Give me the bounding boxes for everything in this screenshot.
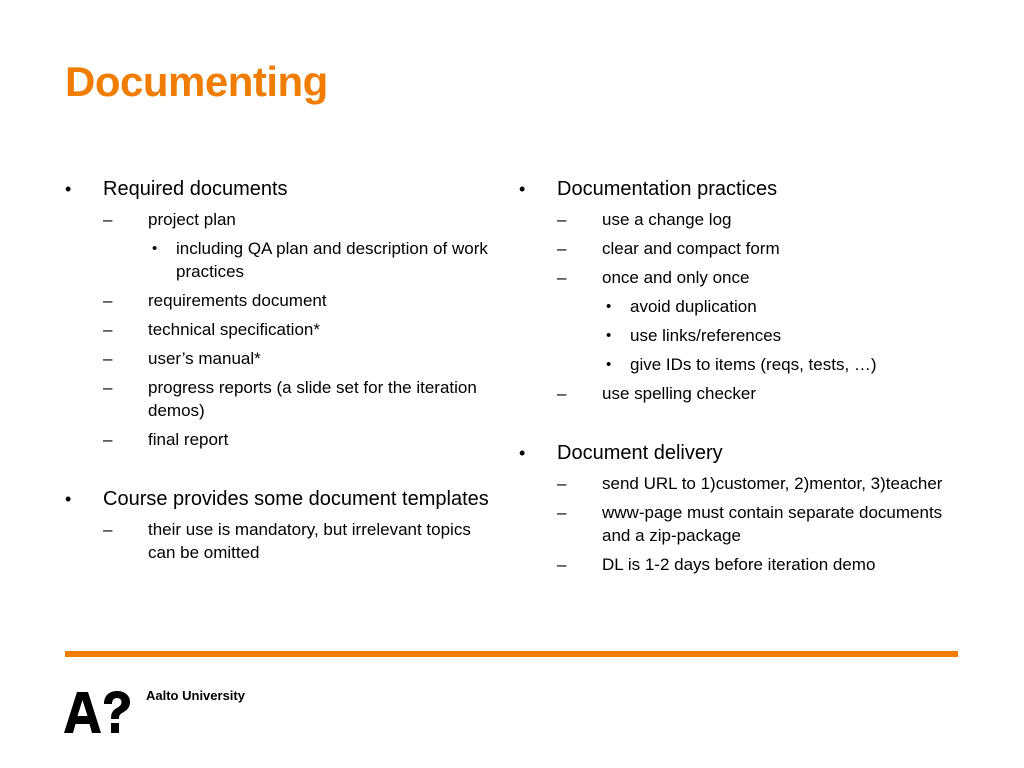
sub-bullet-label: – progress reports (a slide set for the iteration demos) <box>148 378 477 420</box>
sub-sub-bullet-avoid-duplication <box>602 295 949 318</box>
sub-sub-bullet-give-ids <box>602 353 949 376</box>
sub-bullet-label: – once and only once <box>602 268 750 287</box>
sub-bullet-www-page <box>557 501 949 547</box>
sub-bullet-label: – use spelling checker <box>602 384 757 403</box>
sub-sub-bullet-links-references <box>602 324 949 347</box>
sub-bullet-deadline <box>557 553 949 576</box>
aalto-logo-icon <box>64 690 130 734</box>
sub-bullet-label: – www-page must contain separate documents and a zip-package <box>602 503 943 545</box>
bullet-label: • Documentation practices <box>557 178 778 200</box>
sub-sub-bullet-qa-plan <box>148 237 495 283</box>
bullet-documentation-practices <box>519 176 949 405</box>
slide-title: Documenting <box>65 58 328 105</box>
sub-bullet-requirements-document <box>103 289 495 312</box>
sub-bullet-label: – send URL to 1)customer, 2)mentor, 3)teacher <box>602 474 943 493</box>
bullet-course-templates <box>65 486 495 564</box>
sub-bullet-label: – user’s manual* <box>148 349 261 368</box>
sub-bullet-send-url <box>557 472 949 495</box>
orange-divider <box>65 651 958 657</box>
sub-bullet-label: – final report <box>148 430 229 449</box>
sub-sub-bullet-label: • avoid duplication <box>630 297 757 316</box>
sub-bullet-once-and-only-once <box>557 266 949 376</box>
sub-bullet-label: – DL is 1-2 days before iteration demo <box>602 555 876 574</box>
sub-bullet-label: – requirements document <box>148 291 327 310</box>
sub-sub-bullet-label: • use links/references <box>630 326 782 345</box>
bullet-required-documents <box>65 176 495 451</box>
bullet-list <box>519 176 949 576</box>
bullet-document-delivery <box>519 440 949 576</box>
sub-bullet-label: – use a change log <box>602 210 732 229</box>
sub-bullet-label: – technical specification* <box>148 320 320 339</box>
sub-bullet-clear-compact <box>557 237 949 260</box>
left-column <box>65 176 495 564</box>
sub-bullet-users-manual <box>103 347 495 370</box>
sub-bullet-progress-reports <box>103 376 495 422</box>
university-name: Aalto University <box>146 688 245 703</box>
sub-bullet-technical-specification <box>103 318 495 341</box>
sub-sub-bullet-label: • give IDs to items (reqs, tests, …) <box>630 355 877 374</box>
sub-bullet-spelling-checker <box>557 382 949 405</box>
sub-sub-bullet-label: • including QA plan and description of work practices <box>176 239 488 281</box>
bullet-list <box>65 176 495 564</box>
sub-bullet-project-plan <box>103 208 495 283</box>
bullet-label: • Document delivery <box>557 442 723 464</box>
sub-bullet-change-log <box>557 208 949 231</box>
bullet-label: • Required documents <box>103 178 288 200</box>
sub-bullet-label: – clear and compact form <box>602 239 780 258</box>
right-column <box>519 176 949 576</box>
sub-bullet-label: – project plan <box>148 210 236 229</box>
bullet-label: • Course provides some document templates <box>103 488 489 510</box>
sub-bullet-final-report <box>103 428 495 451</box>
sub-bullet-template-use <box>103 518 495 564</box>
sub-bullet-label: – their use is mandatory, but irrelevant topics can be omitted <box>148 520 471 562</box>
